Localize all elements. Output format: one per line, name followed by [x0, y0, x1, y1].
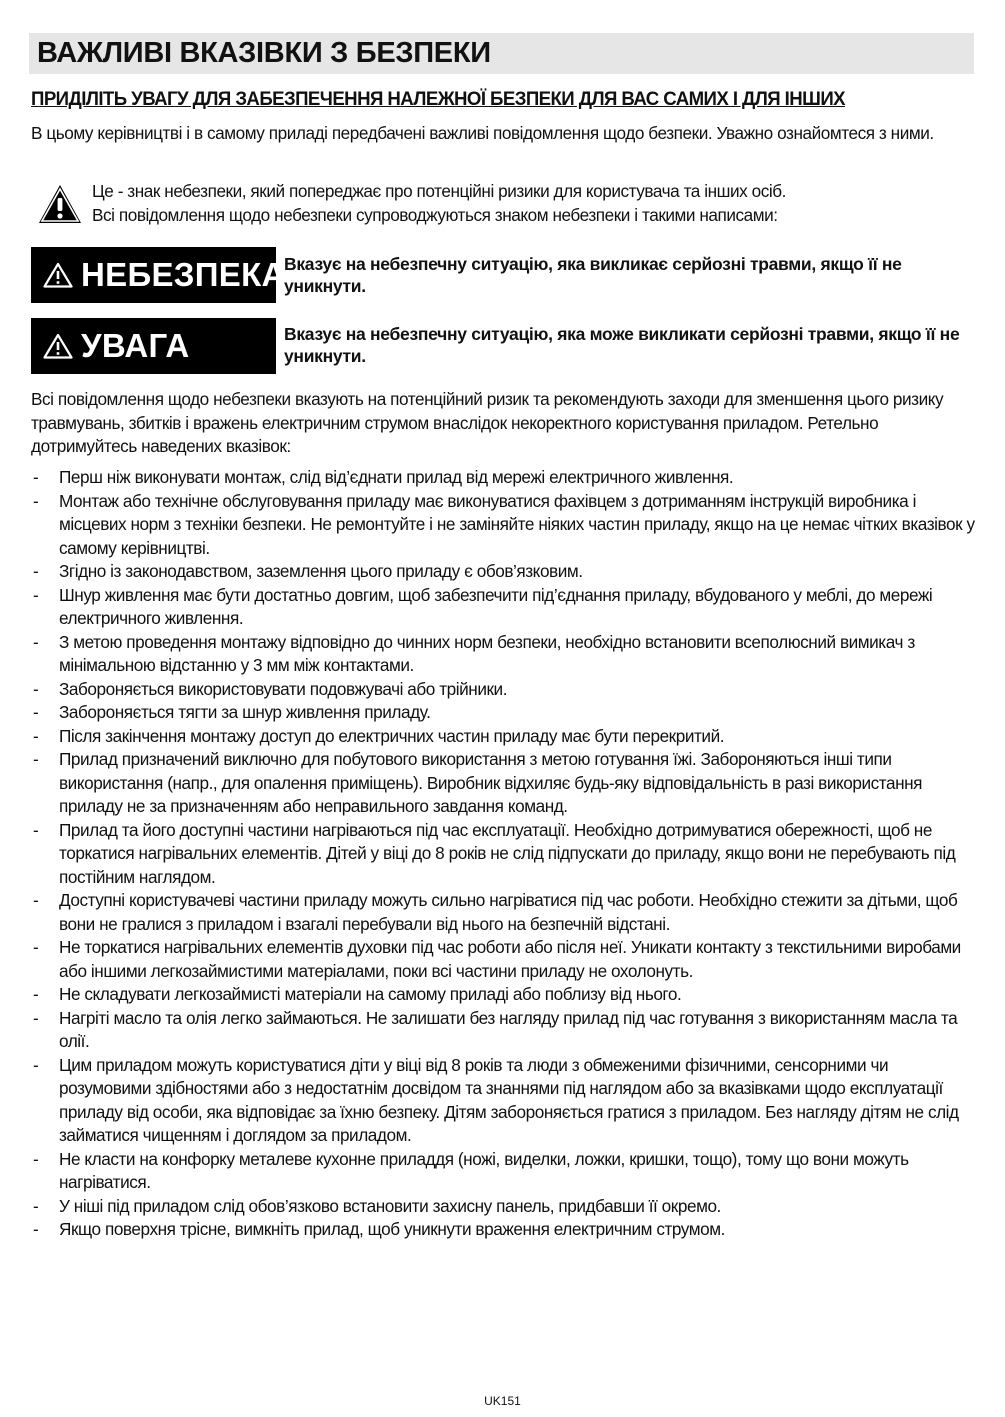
list-item — [31, 1007, 976, 1054]
bullet-dash: - — [33, 1007, 39, 1028]
page-title: ВАЖЛИВІ ВКАЗІВКИ З БЕЗПЕКИ — [29, 33, 974, 74]
list-item — [31, 748, 976, 819]
page-number: UK151 — [484, 1394, 521, 1408]
list-item-text: Монтаж або технічне обслуговування приладу має виконуватися фахівцем з дотриманням інструкцій виробника і місцевих норм з техніки безпеки. Не ремонтуйте і не заміняйте ніяких частин приладу, якщо на це немає чітких вказівок у самому керівництві. — [59, 490, 975, 558]
list-item — [31, 1054, 976, 1148]
safety-instructions-list — [31, 466, 976, 1242]
list-item — [31, 1148, 976, 1195]
list-item-text: Прилад призначений виключно для побутового використання з метою готування їжі. Забороняються інші типи використання (напр., для опалення приміщень). Виробник відхиляє будь-яку відповідальність в разі використання приладу не за призначенням або неправильного завдання команд. — [59, 749, 923, 816]
caution-label-box — [31, 318, 276, 374]
bullet-dash: - — [33, 1054, 39, 1075]
warning-outline-icon — [43, 333, 73, 359]
bullet-dash: - — [33, 678, 39, 699]
bullet-dash: - — [33, 702, 39, 722]
list-item — [31, 701, 976, 725]
danger-label: НЕБЕЗПЕКА — [81, 256, 286, 293]
list-item — [31, 560, 976, 584]
bullet-dash: - — [33, 937, 39, 957]
list-item-text: У ніші під приладом слід обов’язково встановити захисну панель, придбавши її окремо. — [59, 1195, 721, 1216]
caution-label: УВАГА — [81, 327, 190, 364]
body-paragraph: Всі повідомлення щодо небезпеки вказують на потенційний ризик та рекомендують заходи для зменшення цього ризику травмувань, збитків і вражень електричним струмом внаслідок некоректного користування приладом. Ретельно дотримуйтесь наведених вказівок: — [31, 389, 944, 456]
list-item — [31, 983, 976, 1007]
list-item-text: Цим приладом можуть користуватися діти у віці від 8 років та люди з обмеженими фізичними, сенсорними чи розумовими здібностями або з недостатнім досвідом та знаннями під наглядом або за вказівками щодо експлуатації приладу від особи, яка відповідає за їхню безпеку. Дітям забороняється гратися з приладом. Без нагляду дітям не слід займатися чищенням і доглядом за приладом. — [59, 1054, 959, 1145]
danger-label-box — [31, 247, 286, 303]
list-item-text: Якщо поверхня трісне, вимкніть прилад, щоб уникнути враження електричним струмом. — [59, 1219, 725, 1239]
warning-sign-note: Всі повідомлення щодо небезпеки супроводжуються знаком небезпеки і такими написами: — [92, 204, 778, 225]
bullet-dash: - — [33, 490, 39, 511]
list-item-text: Доступні користувачеві частини приладу можуть сильно нагріватися під час роботи. Необхідно стежити за дітьми, щоб вони не гралися з приладом і взагалі перебували від нього на безпечній відстані. — [59, 890, 958, 934]
bullet-dash: - — [33, 984, 39, 1004]
bullet-dash: - — [33, 584, 39, 605]
list-item-text: Нагріті масло та олія легко займаються. Не залишати без нагляду прилад під час готування з використанням масла та олії. — [59, 1007, 958, 1051]
list-item-text: Перш ніж виконувати монтаж, слід від’єднати прилад від мережі електричного живлення. — [59, 467, 734, 487]
section-subtitle: ПРИДІЛІТЬ УВАГУ ДЛЯ ЗАБЕЗПЕЧЕННЯ НАЛЕЖНОЇ БЕЗПЕКИ ДЛЯ ВАС САМИХ І ДЛЯ ІНШИХ — [31, 88, 846, 110]
list-item-text: Шнур живлення має бути достатньо довгим, щоб забезпечити під’єднання приладу, вбудованого у меблі, до мережі електричного живлення. — [59, 584, 933, 628]
bullet-dash: - — [33, 1219, 39, 1239]
bullet-dash: - — [33, 725, 39, 746]
list-item — [31, 889, 976, 936]
list-item — [31, 936, 976, 983]
intro-text: В цьому керівництві і в самому приладі передбачені важливі повідомлення щодо безпеки. Уважно ознайомтеся з ними. — [31, 123, 934, 143]
bullet-dash: - — [33, 467, 39, 487]
list-item — [31, 490, 976, 561]
list-item-text: Після закінчення монтажу доступ до електричних частин приладу має бути перекритий. — [59, 725, 725, 746]
list-item-text: Прилад та його доступні частини нагріваються під час експлуатації. Необхідно дотримуватися обережності, щоб не торкатися нагрівальних елементів. Дітей у віці до 8 років не слід підпускати до приладу, якщо вони не перебувають під постійним наглядом. — [59, 819, 956, 887]
warning-triangle-icon — [38, 184, 82, 224]
list-item-text: Не торкатися нагрівальних елементів духовки під час роботи або після неї. Уникати контакту з текстильними виробами або іншими легкозаймистими матеріалами, поки всі частини приладу не охолонуть. — [59, 937, 961, 981]
bullet-dash: - — [33, 749, 39, 769]
list-item-text: З метою проведення монтажу відповідно до чинних норм безпеки, необхідно встановити всеполюсний вимикач з мінімальною відстанню у 3 мм між контактами. — [59, 631, 915, 675]
bullet-dash: - — [33, 1148, 39, 1169]
list-item-text: Не складувати легкозаймисті матеріали на самому приладі або поблизу від нього. — [59, 984, 682, 1004]
list-item — [31, 725, 976, 749]
bullet-dash: - — [33, 561, 39, 581]
list-item-text: Згідно із законодавством, заземлення цього приладу є обов’язковим. — [59, 561, 583, 581]
list-item — [31, 584, 976, 631]
warning-sign-description: Це - знак небезпеки, який попереджає про потенційні ризики для користувача та інших осіб. — [92, 181, 786, 201]
bullet-dash: - — [33, 1195, 39, 1216]
list-item — [31, 819, 976, 890]
list-item-text: Забороняється використовувати подовжувачі або трійники. — [59, 678, 508, 699]
danger-description: Вказує на небезпечну ситуацію, яка викликає серйозні травми, якщо її не уникнути. — [284, 254, 902, 296]
list-item-text: Забороняється тягти за шнур живлення приладу. — [59, 702, 431, 722]
list-item-text: Не класти на конфорку металеве кухонне приладдя (ножі, виделки, ложки, кришки, тощо), тому що вони можуть нагріватися. — [59, 1148, 909, 1192]
list-item — [31, 678, 976, 702]
bullet-dash: - — [33, 819, 39, 840]
warning-outline-icon — [43, 262, 73, 288]
bullet-dash: - — [33, 890, 39, 910]
list-item — [31, 466, 976, 490]
list-item — [31, 1195, 976, 1219]
list-item — [31, 631, 976, 678]
caution-description: Вказує на небезпечну ситуацію, яка може викликати серйозні травми, якщо її не уникнути. — [284, 324, 960, 366]
list-item — [31, 1218, 976, 1242]
bullet-dash: - — [33, 631, 39, 652]
